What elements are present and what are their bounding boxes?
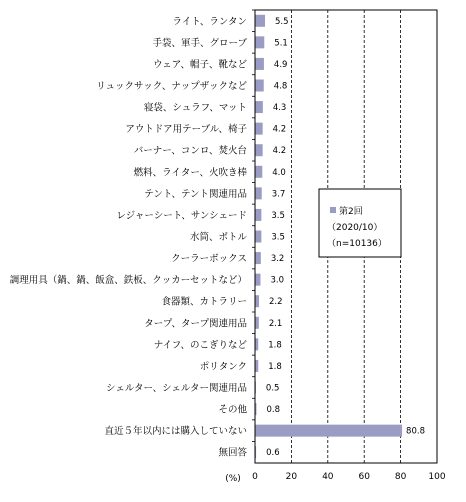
x-tick-label: 0 (252, 472, 258, 482)
category-label: 調理用具（鍋、鍋、飯盒、鉄板、クッカーセットなど） (9, 275, 247, 287)
bar (255, 123, 263, 135)
x-tick-label: 20 (285, 472, 298, 482)
data-label: 4.9 (273, 59, 288, 70)
category-label: ウェア、帽子、靴など (153, 59, 247, 71)
bar (255, 252, 261, 264)
bar (255, 317, 259, 329)
legend-series-line-2: （2020/10） (327, 223, 383, 233)
data-label: 4.2 (272, 146, 287, 157)
x-axis-unit-label: (%) (225, 474, 241, 484)
category-label: 食器類、カトラリー (161, 296, 247, 308)
bar (255, 80, 264, 92)
data-label: 0.8 (266, 405, 280, 416)
data-label: 0.5 (265, 383, 280, 394)
category-label: レジャーシート、サンシェード (116, 210, 247, 222)
data-label: 4.8 (273, 81, 288, 92)
legend-series-line-1: 第2回 (339, 207, 363, 217)
data-label: 5.5 (275, 16, 289, 27)
category-labels (10, 16, 248, 458)
category-label: ライト、ランタン (172, 16, 247, 28)
category-label: 水筒、ボトル (189, 232, 247, 243)
category-label: ナイフ、のこぎりなど (153, 339, 247, 351)
category-label: 寝袋、シュラフ、マット (143, 102, 247, 114)
data-label: 3.5 (271, 210, 285, 221)
category-label: シェルター、シェルター関連用品 (106, 383, 247, 394)
data-label: 1.8 (268, 340, 282, 351)
x-tick-label: 80 (394, 472, 407, 482)
bar (255, 36, 264, 48)
category-label: アウトドア用テーブル、椅子 (125, 124, 247, 136)
data-label: 2.2 (269, 297, 283, 308)
legend (319, 189, 401, 257)
x-tick-label: 40 (322, 472, 334, 482)
category-label: タープ、タープ関連用品 (144, 318, 247, 330)
data-label: 3.7 (271, 189, 286, 200)
bar (255, 274, 260, 286)
bar (255, 166, 262, 178)
bar (255, 101, 263, 113)
data-label: 3.2 (270, 254, 285, 265)
data-label: 4.3 (272, 103, 287, 114)
data-label: 80.8 (406, 426, 425, 437)
legend-swatch (330, 207, 336, 213)
category-label: クーラーボックス (171, 253, 247, 265)
category-label: テント、テント関連用品 (144, 188, 247, 200)
category-label: 無回答 (218, 447, 247, 459)
data-label: 4.2 (272, 124, 287, 135)
category-label: 手袋、軍手、グローブ (152, 37, 247, 49)
x-tick-labels (252, 472, 446, 482)
data-label: 5.1 (274, 38, 288, 49)
bar (255, 295, 259, 307)
bar (255, 58, 264, 70)
category-label: ポリタンク (199, 361, 247, 373)
data-label: 3.0 (270, 275, 284, 286)
legend-series-line-3: （n=10136） (327, 239, 387, 249)
data-label: 3.5 (271, 232, 285, 243)
category-label: その他 (218, 404, 247, 416)
x-tick-label: 100 (428, 472, 446, 482)
bar (255, 209, 261, 221)
data-label: 0.6 (266, 448, 280, 459)
bar (255, 15, 265, 27)
bar (255, 425, 402, 437)
category-label: リュックサック、ナップザックなど (96, 81, 247, 92)
category-label: 燃料、ライター、火吹き棒 (133, 167, 247, 179)
bar (255, 231, 261, 243)
data-label: 2.1 (268, 318, 283, 329)
category-label: バーナー、コンロ、焚火台 (133, 145, 247, 157)
data-label: 4.0 (272, 167, 286, 178)
category-label: 直近５年以内には購入していない (104, 426, 247, 438)
x-tick-label: 60 (358, 472, 370, 482)
bar (255, 187, 262, 199)
data-label: 1.8 (268, 361, 282, 372)
bar (255, 144, 263, 156)
